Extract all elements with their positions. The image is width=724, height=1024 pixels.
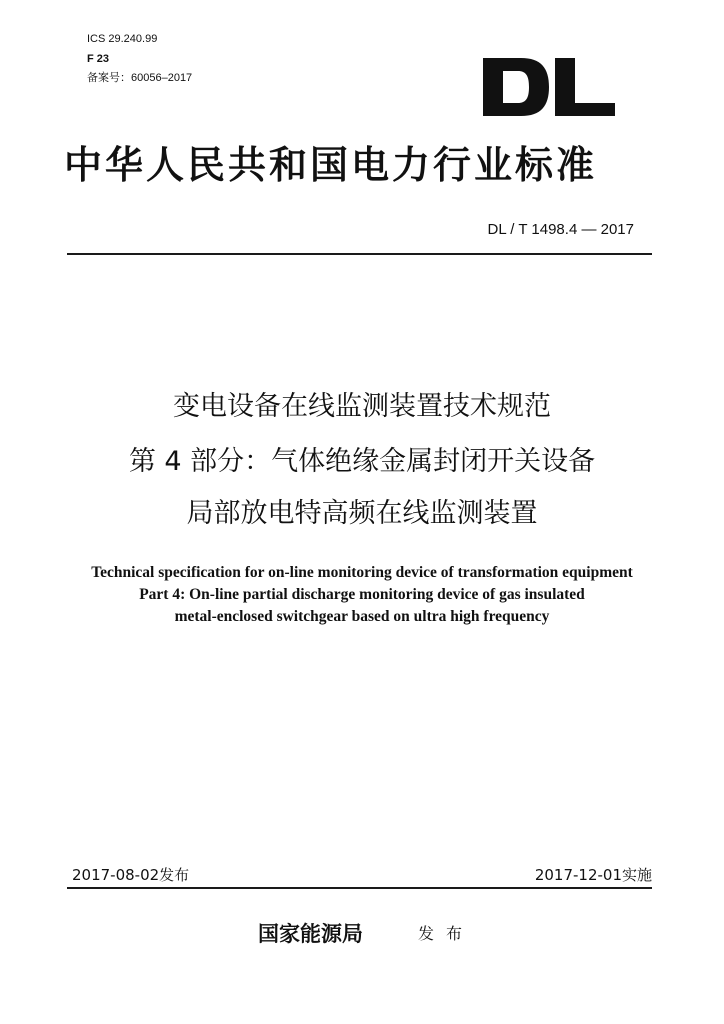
english-title-line-2: Part 4: On-line partial discharge monitoring device of gas insulated: [139, 586, 585, 603]
top-divider: [67, 253, 652, 255]
english-title-line-1: Technical specification for on-line monitoring device of transformation equipment: [91, 564, 633, 581]
issue-date: 2017-08-02发布: [72, 866, 190, 884]
dl-logo: [483, 58, 615, 116]
implementation-date: 2017-12-01实施: [534, 866, 652, 884]
bottom-divider: [67, 887, 652, 889]
chinese-title-line-1: 变电设备在线监测装置技术规范: [173, 391, 551, 422]
issue-label: 发布: [418, 924, 475, 943]
issuing-authority: 国家能源局: [258, 921, 363, 946]
ics-code: ICS 29.240.99: [87, 33, 158, 45]
record-number: 备案号：60056–2017: [87, 72, 193, 84]
standard-category-title: 中华人民共和国电力行业标准: [64, 142, 598, 187]
chinese-title-line-3: 局部放电特高频在线监测装置: [186, 498, 538, 529]
chinese-title-line-2: 第 4 部分：气体绝缘金属封闭开关设备: [128, 446, 596, 477]
classification-code: F 23: [87, 53, 110, 65]
english-title-line-3: metal-enclosed switchgear based on ultra high frequency: [174, 608, 550, 625]
standard-number: DL / T 1498.4 — 2017: [487, 221, 634, 238]
